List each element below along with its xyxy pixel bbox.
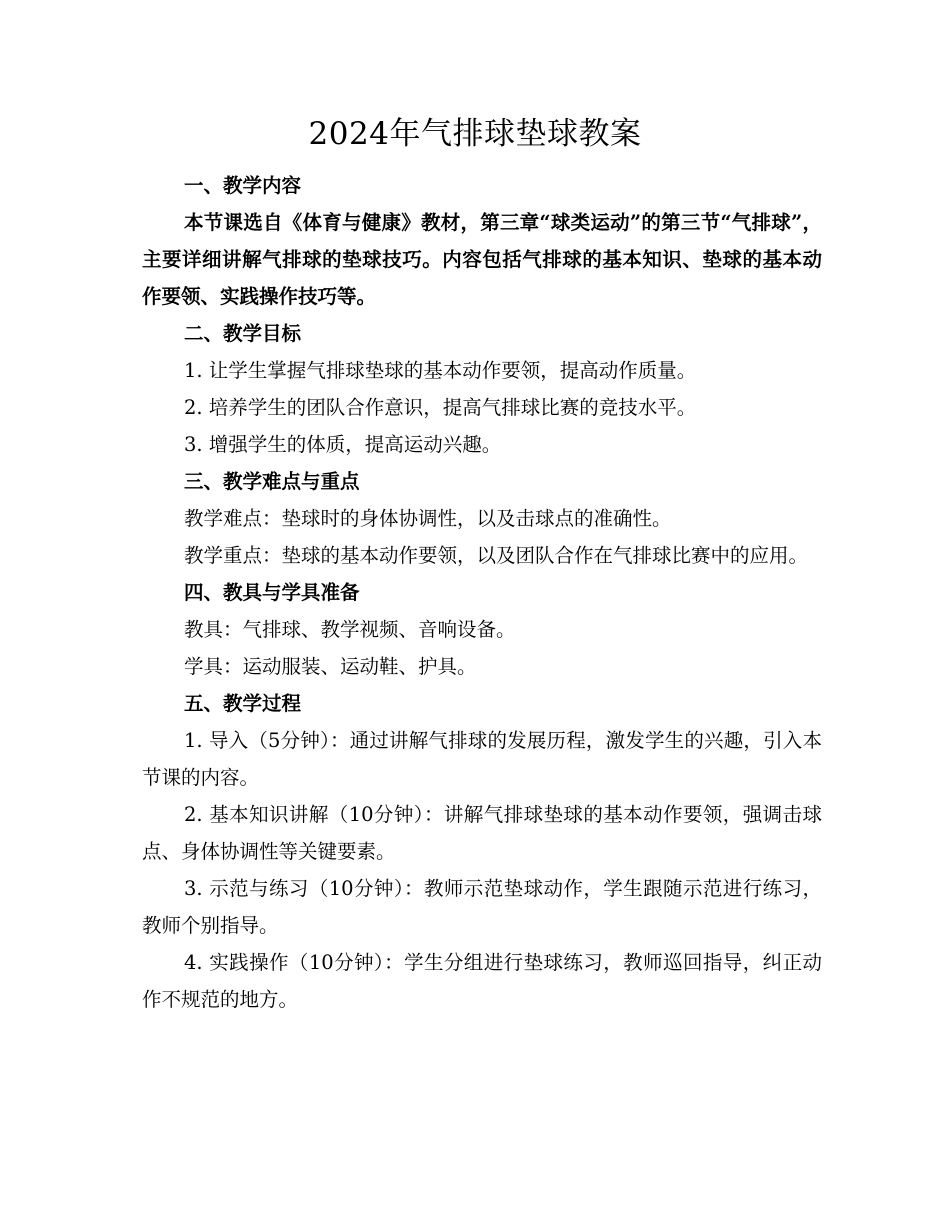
- document-title: 2024年气排球垫球教案: [308, 116, 642, 152]
- section-heading-process: 五、教学过程: [184, 692, 302, 715]
- content-paragraph: 本节课选自《体育与健康》教材，第三章“球类运动”的第三节“气排球”，主要详细讲解气排球的垫球技巧。内容包括气排球的基本知识、垫球的基本动作要领、实践操作技巧等。: [142, 211, 822, 308]
- section-heading-objectives: 二、教学目标: [184, 322, 302, 345]
- process-step: 1. 导入（5分钟）：通过讲解气排球的发展历程，激发学生的兴趣，引入本节课的内容。: [142, 729, 822, 789]
- process-step: 2. 基本知识讲解（10分钟）：讲解气排球垫球的基本动作要领，强调击球点、身体协调性等关键要素。: [142, 803, 822, 863]
- process-step: 4. 实践操作（10分钟）：学生分组进行垫球练习，教师巡回指导，纠正动作不规范的地方。: [142, 951, 822, 1011]
- teacher-materials: 教具：气排球、教学视频、音响设备。: [184, 618, 516, 641]
- objective-item: 3. 增强学生的体质，提高运动兴趣。: [184, 433, 502, 456]
- process-step: 3. 示范与练习（10分钟）：教师示范垫球动作，学生跟随示范进行练习，教师个别指导。: [142, 877, 822, 937]
- section-heading-materials: 四、教具与学具准备: [184, 581, 360, 604]
- key-point-paragraph: 教学重点：垫球的基本动作要领，以及团队合作在气排球比赛中的应用。: [184, 544, 809, 567]
- difficulty-paragraph: 教学难点：垫球时的身体协调性，以及击球点的准确性。: [184, 507, 672, 530]
- document-body: [142, 167, 822, 1018]
- objective-item: 2. 培养学生的团队合作意识，提高气排球比赛的竞技水平。: [184, 396, 697, 419]
- objective-item: 1. 让学生掌握气排球垫球的基本动作要领，提高动作质量。: [184, 359, 697, 382]
- student-materials: 学具：运动服装、运动鞋、护具。: [184, 655, 477, 678]
- section-heading-difficulties: 三、教学难点与重点: [184, 470, 360, 493]
- section-heading-content: 一、教学内容: [184, 174, 302, 197]
